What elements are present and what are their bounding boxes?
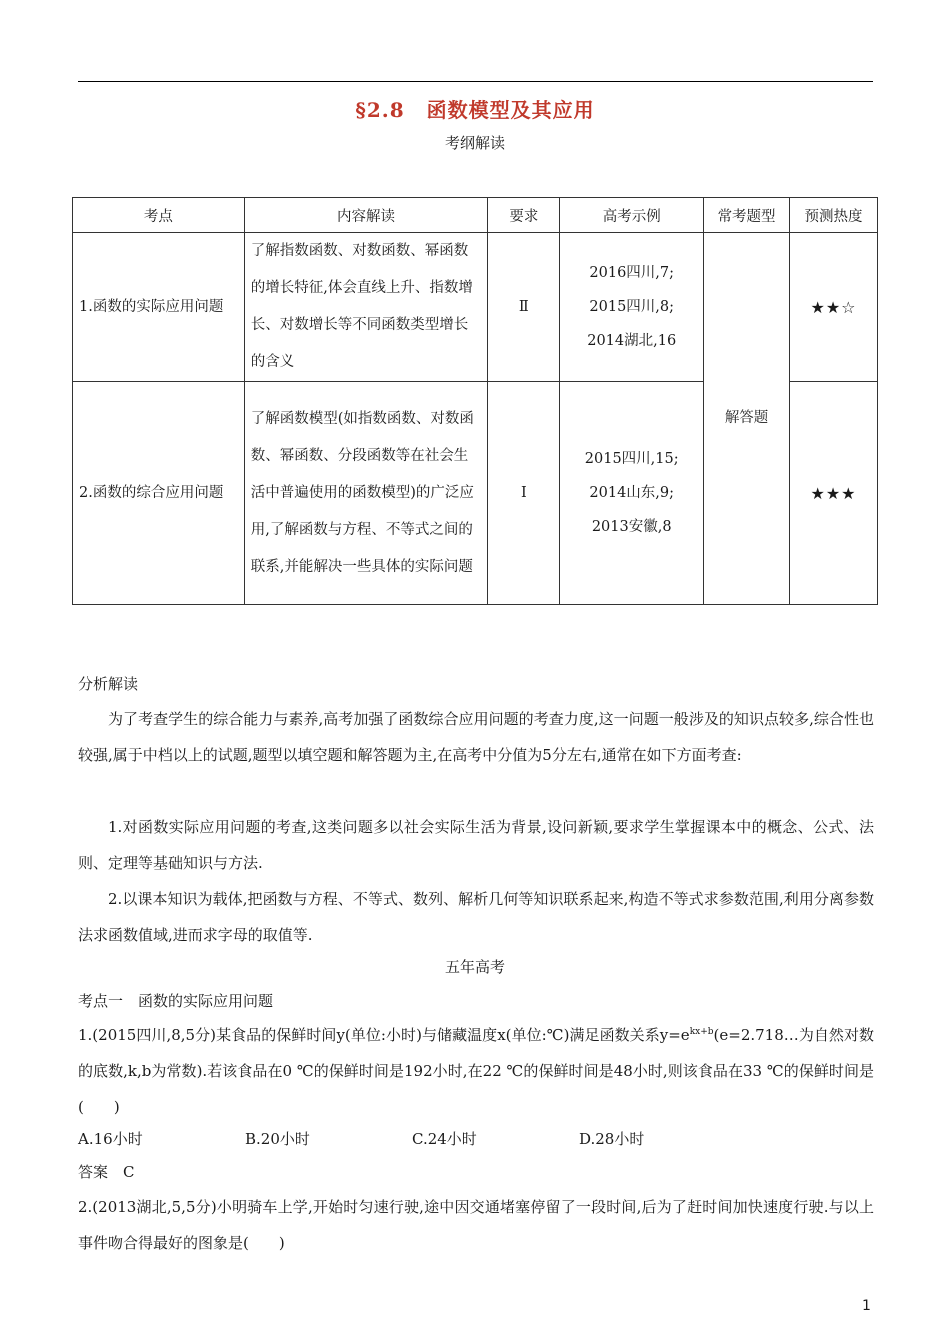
cell-examples [560, 382, 704, 605]
question-1-answer: 答案 C [78, 1163, 135, 1181]
question-1-text-cont: (e=2.718…为自然对数的底数,k,b为常数).若该食品在0 ℃的保鲜时间是192小时,在22 ℃的保鲜时间是48小时,则该食品在33 ℃的保鲜时间是( ) [78, 1026, 874, 1116]
option-a: A.16小时 [78, 1130, 143, 1148]
question-1 [78, 1017, 874, 1125]
cell-heat-rating: ★★☆ [790, 233, 878, 382]
header-heat: 预测热度 [790, 198, 878, 233]
option-b: B.20小时 [245, 1130, 310, 1148]
cell-examples [560, 233, 704, 382]
cell-level: Ⅱ [488, 233, 560, 382]
cell-content: 了解函数模型(如指数函数、对数函数、幂函数、分段函数等在社会生活中普遍使用的函数模型)的广泛应用,了解函数与方程、不等式之间的联系,并能解决一些具体的实际问题 [244, 382, 488, 605]
example-item: 2014山东,9; [589, 485, 675, 501]
header-level: 要求 [488, 198, 560, 233]
topic-heading: 考点一 函数的实际应用问题 [78, 992, 274, 1010]
table-row [73, 233, 878, 382]
syllabus-table [72, 197, 878, 605]
question-1-text: 1.(2015四川,8,5分)某食品的保鲜时间y(单位:小时)与储藏温度x(单位:℃)满足函数关系y=e [78, 1026, 690, 1044]
analysis-intro: 为了考查学生的综合能力与素养,高考加强了函数综合应用问题的考查力度,这一问题一般涉及的知识点较多,综合性也较强,属于中档以上的试题,题型以填空题和解答题为主,在高考中分值为5分左右,通常在如下方面考查: [78, 710, 874, 764]
analysis-point-2: 2.以课本知识为载体,把函数与方程、不等式、数列、解析几何等知识联系起来,构造不等式求参数范围,利用分离参数法求函数值域,进而求字母的取值等. [78, 890, 874, 944]
example-item: 2013安徽,8 [591, 519, 672, 535]
option-d: D.28小时 [579, 1130, 645, 1148]
section-number: §2.8 [355, 98, 405, 122]
table-header-row [73, 198, 878, 233]
cell-topic: 1.函数的实际应用问题 [73, 233, 245, 382]
exponent: kx+b [689, 1027, 714, 1037]
header-content: 内容解读 [244, 198, 488, 233]
example-item: 2016四川,7; [589, 265, 675, 281]
syllabus-heading: 考纲解读 [444, 134, 505, 152]
header-examples: 高考示例 [560, 198, 704, 233]
cell-heat-rating: ★★★ [790, 382, 878, 605]
question-2: 2.(2013湖北,5,5分)小明骑车上学,开始时匀速行驶,途中因交通堵塞停留了一段时间,后为了赶时间加快速度行驶.与以上事件吻合得最好的图象是( ) [78, 1198, 874, 1252]
header-topic: 考点 [73, 198, 245, 233]
page-number: 1 [862, 1298, 871, 1314]
header-rule [78, 81, 873, 82]
question-1-options [78, 1124, 874, 1154]
example-item: 2014湖北,16 [587, 333, 677, 349]
cell-topic: 2.函数的综合应用问题 [73, 382, 245, 605]
cell-common-type: 解答题 [704, 233, 790, 605]
section-title-text: 函数模型及其应用 [426, 98, 595, 122]
header-type: 常考题型 [704, 198, 790, 233]
cell-level: Ⅰ [488, 382, 560, 605]
cell-content: 了解指数函数、对数函数、幂函数的增长特征,体会直线上升、指数增长、对数增长等不同函数类型增长的含义 [244, 233, 488, 382]
five-years-heading: 五年高考 [444, 958, 505, 976]
example-item: 2015四川,15; [584, 451, 679, 467]
analysis-heading: 分析解读 [78, 675, 139, 693]
option-c: C.24小时 [412, 1130, 477, 1148]
analysis-point-1: 1.对函数实际应用问题的考查,这类问题多以社会实际生活为背景,设问新颖,要求学生掌握课本中的概念、公式、法则、定理等基础知识与方法. [78, 818, 874, 872]
example-item: 2015四川,8; [589, 299, 675, 315]
section-title [0, 94, 950, 123]
